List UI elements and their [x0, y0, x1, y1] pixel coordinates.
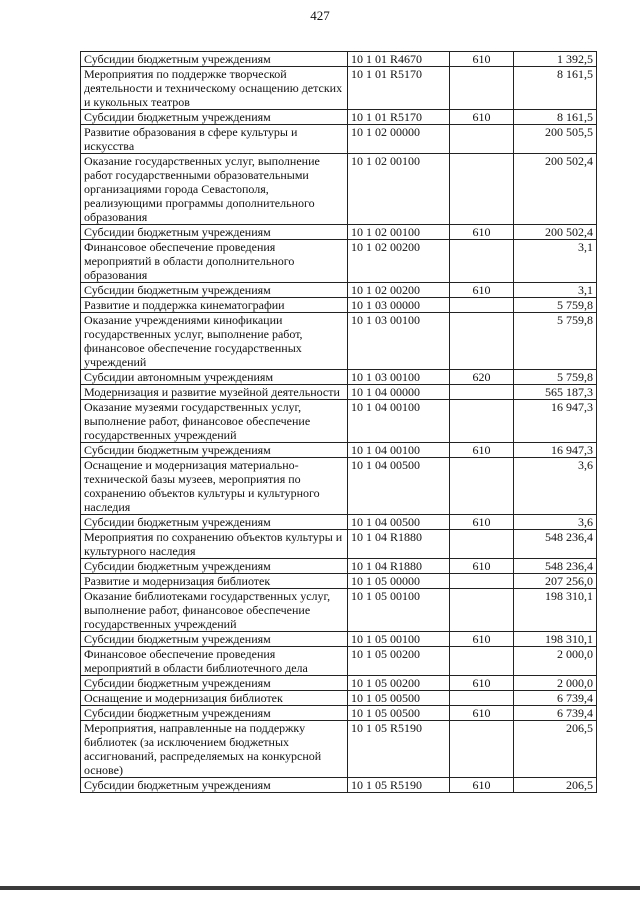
row-amount: 8 161,5: [514, 67, 597, 110]
row-code: 10 1 01 R5170: [348, 110, 450, 125]
row-expense-type: [450, 530, 514, 559]
row-code: 10 1 05 00500: [348, 691, 450, 706]
row-amount: 207 256,0: [514, 574, 597, 589]
row-expense-type: [450, 67, 514, 110]
row-code: 10 1 02 00100: [348, 154, 450, 225]
row-amount: 3,6: [514, 458, 597, 515]
row-expense-type: [450, 574, 514, 589]
table-row: [81, 647, 597, 676]
row-name: Оказание государственных услуг, выполнение работ государственными образовательными организациями города Севастополя, реализующими программы дополнительного образования: [81, 154, 348, 225]
table-row: [81, 370, 597, 385]
row-code: 10 1 05 00100: [348, 632, 450, 647]
row-expense-type: [450, 313, 514, 370]
row-code: 10 1 04 00500: [348, 458, 450, 515]
row-amount: 3,6: [514, 515, 597, 530]
row-amount: 2 000,0: [514, 676, 597, 691]
row-name: Субсидии бюджетным учреждениям: [81, 632, 348, 647]
row-expense-type: [450, 691, 514, 706]
row-code: 10 1 05 00200: [348, 676, 450, 691]
row-expense-type: 610: [450, 778, 514, 793]
table-row: [81, 530, 597, 559]
table-row: [81, 52, 597, 67]
table-row: [81, 691, 597, 706]
row-name: Субсидии бюджетным учреждениям: [81, 559, 348, 574]
row-name: Оснащение и модернизация библиотек: [81, 691, 348, 706]
row-code: 10 1 05 00000: [348, 574, 450, 589]
row-amount: 6 739,4: [514, 691, 597, 706]
row-code: 10 1 03 00100: [348, 370, 450, 385]
row-expense-type: [450, 458, 514, 515]
row-amount: 200 502,4: [514, 154, 597, 225]
row-name: Финансовое обеспечение проведения мероприятий в области дополнительного образования: [81, 240, 348, 283]
row-name: Развитие и модернизация библиотек: [81, 574, 348, 589]
row-name: Субсидии бюджетным учреждениям: [81, 515, 348, 530]
table-row: [81, 559, 597, 574]
table-row: [81, 443, 597, 458]
row-code: 10 1 02 00100: [348, 225, 450, 240]
row-amount: 2 000,0: [514, 647, 597, 676]
row-expense-type: [450, 721, 514, 778]
row-expense-type: [450, 240, 514, 283]
row-expense-type: 610: [450, 515, 514, 530]
row-amount: 3,1: [514, 283, 597, 298]
row-amount: 8 161,5: [514, 110, 597, 125]
row-name: Мероприятия по поддержке творческой деятельности и техническому оснащению детских и кукольных театров: [81, 67, 348, 110]
table-row: [81, 458, 597, 515]
row-name: Мероприятия по сохранению объектов культуры и культурного наследия: [81, 530, 348, 559]
row-name: Оказание библиотеками государственных услуг, выполнение работ, финансовое обеспечение государственных учреждений: [81, 589, 348, 632]
row-expense-type: 610: [450, 706, 514, 721]
row-expense-type: [450, 647, 514, 676]
table-row: [81, 125, 597, 154]
row-code: 10 1 04 00100: [348, 443, 450, 458]
row-name: Субсидии бюджетным учреждениям: [81, 778, 348, 793]
row-amount: 198 310,1: [514, 589, 597, 632]
row-code: 10 1 04 R1880: [348, 530, 450, 559]
row-expense-type: 610: [450, 52, 514, 67]
row-amount: 16 947,3: [514, 400, 597, 443]
table-row: [81, 574, 597, 589]
row-name: Субсидии бюджетным учреждениям: [81, 52, 348, 67]
row-code: 10 1 03 00100: [348, 313, 450, 370]
row-code: 10 1 01 R4670: [348, 52, 450, 67]
row-amount: 5 759,8: [514, 370, 597, 385]
row-expense-type: 610: [450, 559, 514, 574]
row-name: Развитие образования в сфере культуры и искусства: [81, 125, 348, 154]
table-row: [81, 706, 597, 721]
row-expense-type: 610: [450, 283, 514, 298]
row-expense-type: 610: [450, 110, 514, 125]
row-expense-type: [450, 298, 514, 313]
row-code: 10 1 03 00000: [348, 298, 450, 313]
table-row: [81, 400, 597, 443]
row-code: 10 1 04 00500: [348, 515, 450, 530]
row-expense-type: 610: [450, 443, 514, 458]
row-amount: 198 310,1: [514, 632, 597, 647]
row-name: Субсидии бюджетным учреждениям: [81, 706, 348, 721]
row-expense-type: [450, 125, 514, 154]
row-amount: 200 505,5: [514, 125, 597, 154]
row-amount: 548 236,4: [514, 530, 597, 559]
budget-table-body: [81, 52, 597, 793]
row-code: 10 1 04 R1880: [348, 559, 450, 574]
row-expense-type: 610: [450, 676, 514, 691]
row-code: 10 1 04 00100: [348, 400, 450, 443]
row-amount: 16 947,3: [514, 443, 597, 458]
row-name: Субсидии автономным учреждениям: [81, 370, 348, 385]
scan-bottom-edge: [0, 886, 640, 890]
row-amount: 206,5: [514, 778, 597, 793]
row-amount: 5 759,8: [514, 298, 597, 313]
table-row: [81, 283, 597, 298]
row-amount: 565 187,3: [514, 385, 597, 400]
row-name: Оснащение и модернизация материально-технической базы музеев, мероприятия по сохранению объектов культуры и культурного наследия: [81, 458, 348, 515]
row-expense-type: 620: [450, 370, 514, 385]
row-amount: 548 236,4: [514, 559, 597, 574]
row-amount: 200 502,4: [514, 225, 597, 240]
table-row: [81, 778, 597, 793]
row-name: Субсидии бюджетным учреждениям: [81, 225, 348, 240]
row-code: 10 1 05 R5190: [348, 778, 450, 793]
table-row: [81, 298, 597, 313]
row-code: 10 1 02 00200: [348, 283, 450, 298]
table-row: [81, 385, 597, 400]
table-row: [81, 721, 597, 778]
row-code: 10 1 05 00100: [348, 589, 450, 632]
table-row: [81, 515, 597, 530]
row-name: Финансовое обеспечение проведения мероприятий в области библиотечного дела: [81, 647, 348, 676]
table-row: [81, 240, 597, 283]
table-row: [81, 313, 597, 370]
budget-table: [80, 51, 597, 793]
row-amount: 206,5: [514, 721, 597, 778]
table-row: [81, 589, 597, 632]
table-row: [81, 154, 597, 225]
table-row: [81, 225, 597, 240]
row-name: Развитие и поддержка кинематографии: [81, 298, 348, 313]
table-row: [81, 67, 597, 110]
table-row: [81, 110, 597, 125]
row-name: Субсидии бюджетным учреждениям: [81, 283, 348, 298]
table-row: [81, 632, 597, 647]
row-amount: 6 739,4: [514, 706, 597, 721]
row-code: 10 1 02 00000: [348, 125, 450, 154]
row-name: Субсидии бюджетным учреждениям: [81, 676, 348, 691]
row-name: Субсидии бюджетным учреждениям: [81, 443, 348, 458]
row-expense-type: [450, 400, 514, 443]
row-amount: 1 392,5: [514, 52, 597, 67]
row-amount: 3,1: [514, 240, 597, 283]
page-number: 427: [310, 8, 330, 23]
row-code: 10 1 05 00200: [348, 647, 450, 676]
row-name: Оказание музеями государственных услуг, выполнение работ, финансовое обеспечение государственных учреждений: [81, 400, 348, 443]
table-row: [81, 676, 597, 691]
row-amount: 5 759,8: [514, 313, 597, 370]
row-name: Субсидии бюджетным учреждениям: [81, 110, 348, 125]
row-code: 10 1 05 00500: [348, 706, 450, 721]
row-expense-type: [450, 154, 514, 225]
row-name: Оказание учреждениями кинофикации государственных услуг, выполнение работ, финансовое обеспечение государственных учреждений: [81, 313, 348, 370]
row-expense-type: [450, 589, 514, 632]
row-expense-type: 610: [450, 225, 514, 240]
row-name: Модернизация и развитие музейной деятельности: [81, 385, 348, 400]
row-code: 10 1 02 00200: [348, 240, 450, 283]
row-code: 10 1 01 R5170: [348, 67, 450, 110]
row-code: 10 1 04 00000: [348, 385, 450, 400]
row-code: 10 1 05 R5190: [348, 721, 450, 778]
row-expense-type: [450, 385, 514, 400]
row-name: Мероприятия, направленные на поддержку библиотек (за исключением бюджетных ассигнований, распределяемых на конкурсной основе): [81, 721, 348, 778]
row-expense-type: 610: [450, 632, 514, 647]
